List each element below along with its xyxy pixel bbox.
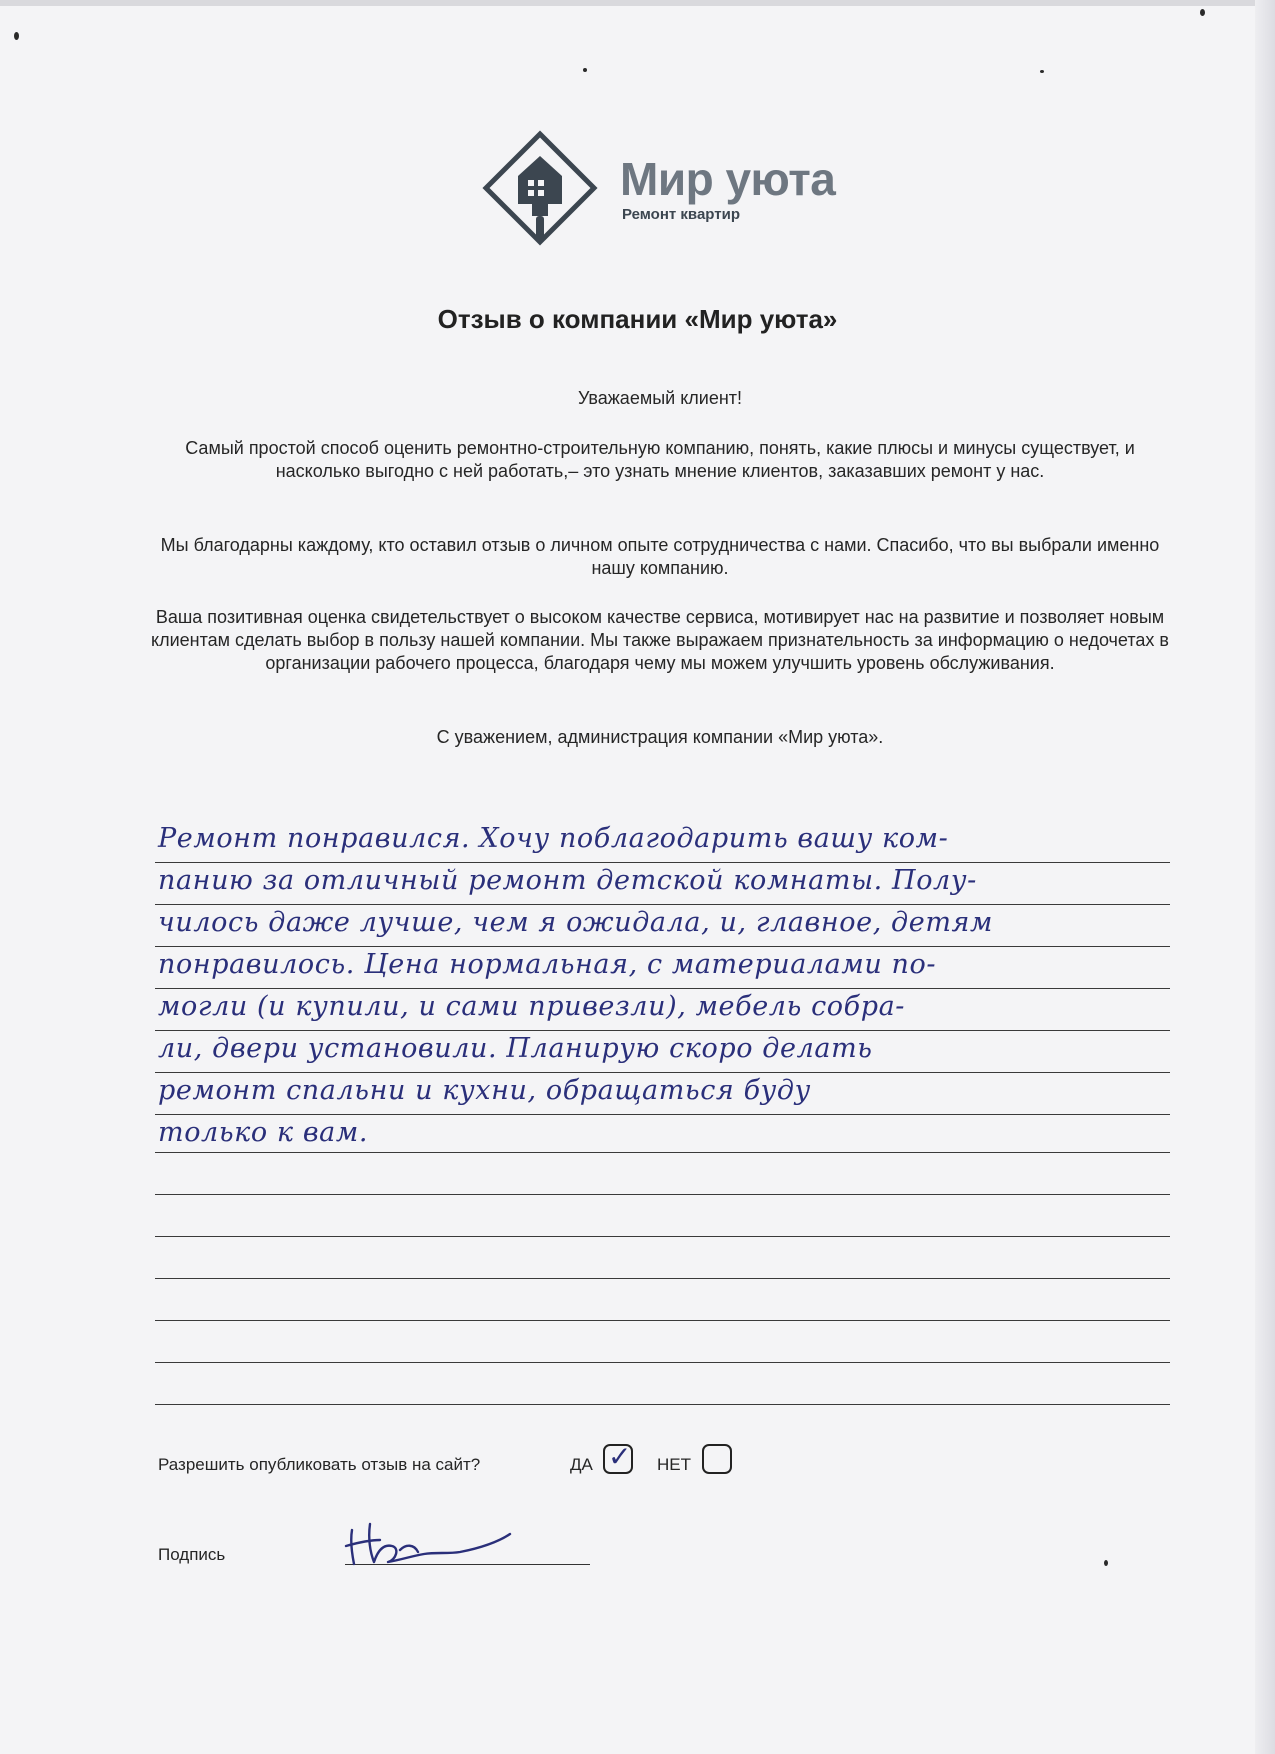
- review-handwritten-line: ремонт спальни и кухни, обращаться буду: [158, 1075, 811, 1106]
- review-rule-line: [155, 904, 1170, 905]
- review-rule-line: [155, 988, 1170, 989]
- intro-paragraph: Самый простой способ оценить ремонтно-строительную компанию, понять, какие плюсы и минусы существует, и насколько выгодно с ней работать,– это узнать мнение клиентов, заказавших ремонт у нас.: [185, 438, 1135, 481]
- publish-no-label: НЕТ: [657, 1455, 691, 1474]
- review-handwritten-line: понравилось. Цена нормальная, с материалами по-: [158, 949, 937, 980]
- review-rule-line: [155, 1072, 1170, 1073]
- review-handwritten-line: панию за отличный ремонт детской комнаты. Полу-: [158, 865, 977, 896]
- scan-speck: [583, 68, 587, 72]
- handwritten-signature-icon: [340, 1510, 520, 1570]
- scan-speck: [14, 32, 19, 40]
- publish-question: Разрешить опубликовать отзыв на сайт?: [158, 1455, 481, 1474]
- review-handwritten-line: чилось даже лучше, чем я ожидала, и, главное, детям: [158, 907, 994, 938]
- logo-company-name: Мир уюта: [620, 153, 836, 205]
- review-rule-line: [155, 1030, 1170, 1031]
- scan-top-edge: [0, 0, 1275, 6]
- closing-paragraph: С уважением, администрация компании «Мир уюта».: [436, 727, 884, 747]
- review-handwritten-line: могли (и купили, и сами привезли), мебель собра-: [158, 991, 906, 1022]
- review-rule-line: [155, 1194, 1170, 1195]
- review-rule-line: [155, 1362, 1170, 1363]
- company-logo: [480, 130, 840, 250]
- publish-yes-label: ДА: [570, 1455, 593, 1474]
- greeting: Уважаемый клиент!: [577, 388, 743, 408]
- review-handwritten-line: ли, двери установили. Планирую скоро делать: [158, 1033, 873, 1064]
- review-rule-line: [155, 1236, 1170, 1237]
- scan-speck: [1104, 1560, 1108, 1566]
- thanks-paragraph: Мы благодарны каждому, кто оставил отзыв о личном опыте сотрудничества с нами. Спасибо, что вы выбрали именно нашу компанию.: [160, 535, 1160, 578]
- logo-subtitle: Ремонт квартир: [622, 206, 740, 223]
- publish-no-checkbox[interactable]: [702, 1444, 732, 1474]
- signature-label: Подпись: [158, 1545, 226, 1564]
- check-mark-icon: ✓: [608, 1441, 632, 1472]
- brush-house-logo-icon: [480, 130, 600, 250]
- page-title: Отзыв о компании «Мир уюта»: [437, 304, 838, 334]
- review-handwritten-line: Ремонт понравился. Хочу поблагодарить вашу ком-: [158, 823, 949, 854]
- review-rule-line: [155, 862, 1170, 863]
- review-handwritten-line: только к вам.: [158, 1117, 368, 1148]
- review-rule-line: [155, 1114, 1170, 1115]
- review-rule-line: [155, 1404, 1170, 1405]
- review-rule-line: [155, 1278, 1170, 1279]
- review-rule-line: [155, 1152, 1170, 1153]
- publish-yes-checkbox[interactable]: [603, 1441, 633, 1474]
- review-rule-line: [155, 1320, 1170, 1321]
- review-rule-line: [155, 946, 1170, 947]
- evaluation-paragraph: Ваша позитивная оценка свидетельствует о высоком качестве сервиса, мотивирует нас на развитие и позволяет новым клиентам сделать выбор в пользу нашей компании. Мы также выражаем признательность за информацию о недочетах в организации рабочего процесса, благодаря чему мы можем улучшить уровень обслуживания.: [151, 607, 1169, 673]
- scan-speck: [1200, 9, 1205, 16]
- scan-speck: [1040, 70, 1044, 73]
- scan-right-edge: [1255, 0, 1275, 1754]
